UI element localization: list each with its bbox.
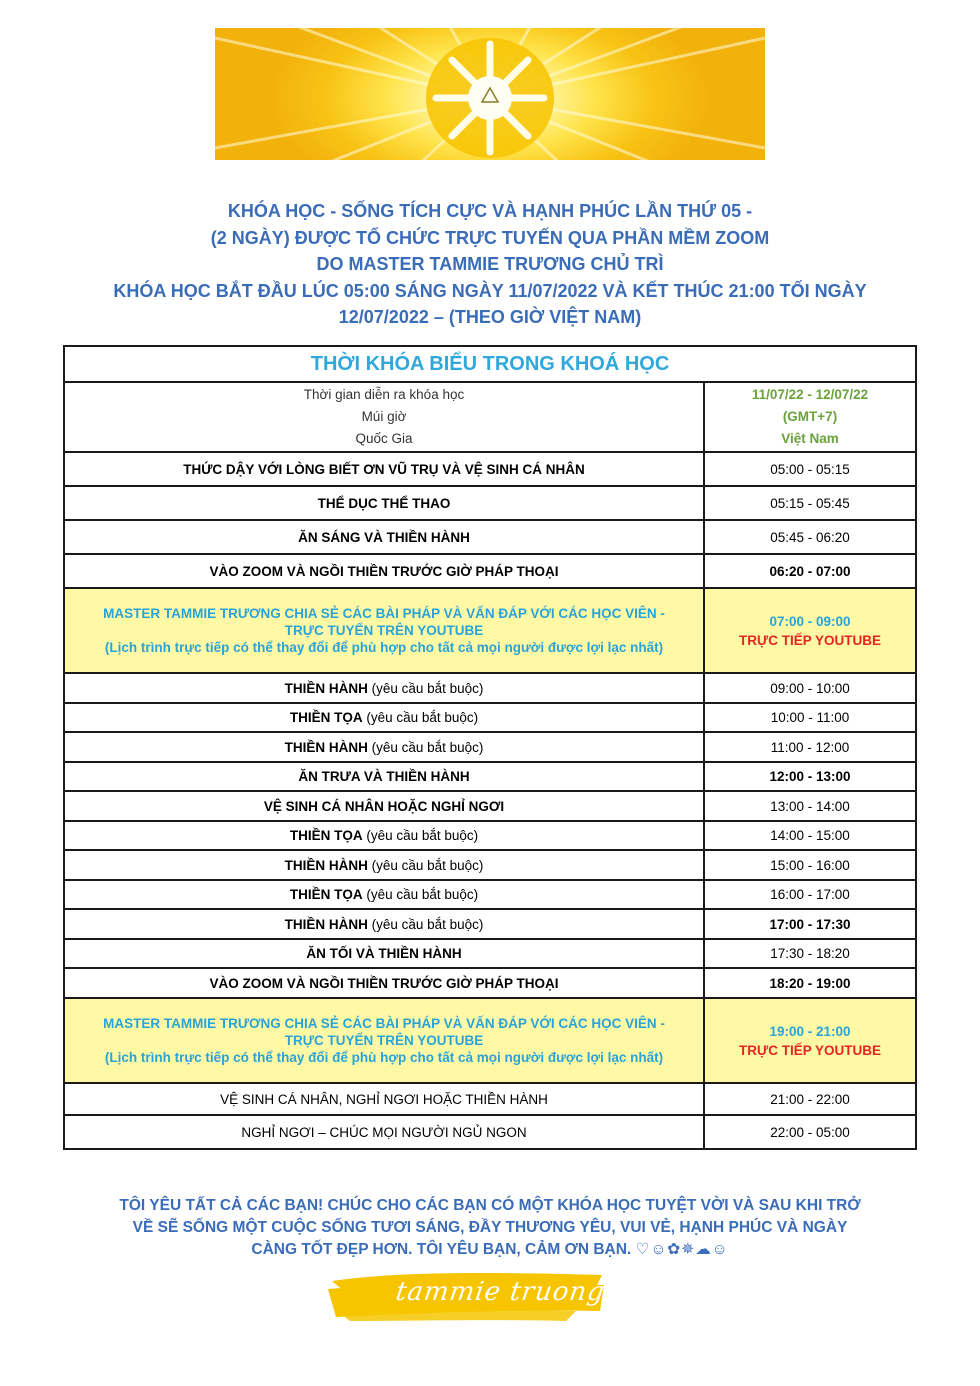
time-cell: 16:00 - 17:00 <box>704 880 916 909</box>
time-cell: 18:20 - 19:00 <box>704 968 916 998</box>
live-session-row <box>64 998 916 1083</box>
live-activity-line: MASTER TAMMIE TRƯƠNG CHIA SẺ CÁC BÀI PHÁP VÀ VẤN ĐÁP VỚI CÁC HỌC VIÊN - <box>103 606 665 621</box>
activity-cell: VỆ SINH CÁ NHÂN, NGHỈ NGƠI HOẶC THIỀN HÀNH <box>64 1083 704 1115</box>
live-activity-line: MASTER TAMMIE TRƯƠNG CHIA SẺ CÁC BÀI PHÁP VÀ VẤN ĐÁP VỚI CÁC HỌC VIÊN - <box>103 1016 665 1031</box>
time-cell: 14:00 - 15:00 <box>704 821 916 850</box>
info-value: Việt Nam <box>781 431 839 446</box>
activity-cell: NGHỈ NGƠI – CHÚC MỌI NGƯỜI NGỦ NGON <box>64 1115 704 1149</box>
activity-name: THIỀN TỌA <box>289 887 363 902</box>
table-row <box>64 673 916 703</box>
schedule-title-row <box>64 346 916 382</box>
live-note: TRỰC TIẾP YOUTUBE <box>739 632 881 648</box>
activity-note: (yêu cầu bắt buộc) <box>371 916 484 932</box>
live-time-cell <box>704 588 916 673</box>
table-row <box>64 968 916 998</box>
time-cell: 22:00 - 05:00 <box>704 1115 916 1149</box>
activity-cell: ĂN TRƯA VÀ THIỀN HÀNH <box>64 762 704 791</box>
table-row <box>64 939 916 968</box>
table-row <box>64 880 916 909</box>
activity-name: THIỀN HÀNH <box>284 916 368 932</box>
closing-line <box>40 1239 940 1261</box>
table-row <box>64 452 916 486</box>
live-activity-line: (Lịch trình trực tiếp có thể thay đổi để phù hợp cho tất cả mọi người được lợi lạc nhất) <box>104 640 664 655</box>
activity-note: (yêu cầu bắt buộc) <box>366 710 479 725</box>
live-activity-cell <box>64 588 704 673</box>
table-row <box>64 732 916 762</box>
table-row <box>64 909 916 939</box>
live-session-row <box>64 588 916 673</box>
table-row <box>64 821 916 850</box>
signature-text: tammie truong <box>393 1277 607 1307</box>
activity-name: THIỀN HÀNH <box>284 680 368 696</box>
closing-message <box>40 1195 940 1261</box>
activity-cell <box>64 850 704 880</box>
activity-note: (yêu cầu bắt buộc) <box>371 739 484 755</box>
activity-note: (yêu cầu bắt buộc) <box>371 680 484 696</box>
live-time: 07:00 - 09:00 <box>769 613 851 629</box>
table-row <box>64 762 916 791</box>
activity-cell: THỂ DỤC THỂ THAO <box>64 486 704 520</box>
live-note: TRỰC TIẾP YOUTUBE <box>739 1042 881 1058</box>
sun-rays-graphic <box>215 28 765 160</box>
activity-cell <box>64 673 704 703</box>
closing-line: TÔI YÊU TẤT CẢ CÁC BẠN! CHÚC CHO CÁC BẠN CÓ MỘT KHÓA HỌC TUYỆT VỜI VÀ SAU KHI TRỞ <box>119 1197 861 1214</box>
time-cell: 15:00 - 16:00 <box>704 850 916 880</box>
table-row <box>64 1115 916 1149</box>
time-cell: 10:00 - 11:00 <box>704 703 916 732</box>
live-time: 19:00 - 21:00 <box>769 1023 851 1039</box>
header-banner-image <box>215 28 765 160</box>
activity-note: (yêu cầu bắt buộc) <box>371 857 484 873</box>
activity-cell <box>64 880 704 909</box>
table-row <box>64 554 916 588</box>
info-label: Quốc Gia <box>355 431 413 446</box>
table-row <box>64 486 916 520</box>
activity-name: THIỀN TỌA <box>289 828 363 843</box>
info-value: 11/07/22 - 12/07/22 <box>751 387 869 402</box>
info-labels <box>64 382 704 452</box>
time-cell: 21:00 - 22:00 <box>704 1083 916 1115</box>
heading-line: KHÓA HỌC - SỐNG TÍCH CỰC VÀ HẠNH PHÚC LẦN THỨ 05 - <box>227 201 753 221</box>
table-row <box>64 520 916 554</box>
live-activity-line: (Lịch trình trực tiếp có thể thay đổi để phù hợp cho tất cả mọi người được lợi lạc nhất) <box>104 1050 664 1065</box>
emoji-icons: ♡☺✿✵☁☺ <box>635 1241 729 1258</box>
live-activity-line: TRỰC TUYẾN TRÊN YOUTUBE <box>284 623 484 638</box>
schedule-info-row <box>64 382 916 452</box>
info-label: Múi giờ <box>361 409 407 424</box>
time-cell: 05:15 - 05:45 <box>704 486 916 520</box>
table-row <box>64 703 916 732</box>
signature-logo <box>326 1267 606 1323</box>
schedule-table <box>63 345 917 1150</box>
activity-note: (yêu cầu bắt buộc) <box>366 887 479 902</box>
table-row <box>64 850 916 880</box>
activity-cell: ĂN SÁNG VÀ THIỀN HÀNH <box>64 520 704 554</box>
time-cell: 13:00 - 14:00 <box>704 791 916 821</box>
activity-note: (yêu cầu bắt buộc) <box>366 828 479 843</box>
activity-cell <box>64 732 704 762</box>
info-values <box>704 382 916 452</box>
time-cell: 17:30 - 18:20 <box>704 939 916 968</box>
activity-cell: VÀO ZOOM VÀ NGỒI THIỀN TRƯỚC GIỜ PHÁP THOẠI <box>64 554 704 588</box>
activity-name: THIỀN TỌA <box>289 710 363 725</box>
activity-cell <box>64 909 704 939</box>
time-cell: 06:20 - 07:00 <box>704 554 916 588</box>
info-label: Thời gian diễn ra khóa học <box>303 387 465 402</box>
schedule-title: THỜI KHÓA BIỂU TRONG KHOÁ HỌC <box>64 346 916 382</box>
activity-cell: THỨC DẬY VỚI LÒNG BIẾT ƠN VŨ TRỤ VÀ VỆ SINH CÁ NHÂN <box>64 452 704 486</box>
heading-line: DO MASTER TAMMIE TRƯƠNG CHỦ TRÌ <box>316 254 664 274</box>
activity-cell: VỆ SINH CÁ NHÂN HOẶC NGHỈ NGƠI <box>64 791 704 821</box>
activity-cell: VÀO ZOOM VÀ NGỒI THIỀN TRƯỚC GIỜ PHÁP THOẠI <box>64 968 704 998</box>
closing-text: CÀNG TỐT ĐẸP HƠN. TÔI YÊU BẠN, CẢM ƠN BẠN. <box>251 1241 632 1258</box>
activity-name: THIỀN HÀNH <box>284 739 368 755</box>
info-value: (GMT+7) <box>782 409 838 424</box>
heading-line: (2 NGÀY) ĐƯỢC TỔ CHỨC TRỰC TUYẾN QUA PHẦN MỀM ZOOM <box>210 227 770 248</box>
time-cell: 17:00 - 17:30 <box>704 909 916 939</box>
table-row <box>64 1083 916 1115</box>
time-cell: 09:00 - 10:00 <box>704 673 916 703</box>
activity-cell <box>64 703 704 732</box>
activity-cell: ĂN TỐI VÀ THIỀN HÀNH <box>64 939 704 968</box>
activity-cell <box>64 821 704 850</box>
table-row <box>64 791 916 821</box>
time-cell: 12:00 - 13:00 <box>704 762 916 791</box>
closing-line: VỀ SẼ SỐNG MỘT CUỘC SỐNG TƯƠI SÁNG, ĐẦY THƯƠNG YÊU, VUI VẺ, HẠNH PHÚC VÀ NGÀY <box>132 1219 848 1236</box>
heading-line: 12/07/2022 – (THEO GIỜ VIỆT NAM) <box>338 307 642 327</box>
time-cell: 05:45 - 06:20 <box>704 520 916 554</box>
activity-name: THIỀN HÀNH <box>284 857 368 873</box>
course-heading <box>40 198 940 331</box>
heading-line: KHÓA HỌC BẮT ĐẦU LÚC 05:00 SÁNG NGÀY 11/07/2022 VÀ KẾT THÚC 21:00 TỐI NGÀY <box>113 280 867 301</box>
time-cell: 11:00 - 12:00 <box>704 732 916 762</box>
live-time-cell <box>704 998 916 1083</box>
live-activity-cell <box>64 998 704 1083</box>
time-cell: 05:00 - 05:15 <box>704 452 916 486</box>
live-activity-line: TRỰC TUYẾN TRÊN YOUTUBE <box>284 1033 484 1048</box>
